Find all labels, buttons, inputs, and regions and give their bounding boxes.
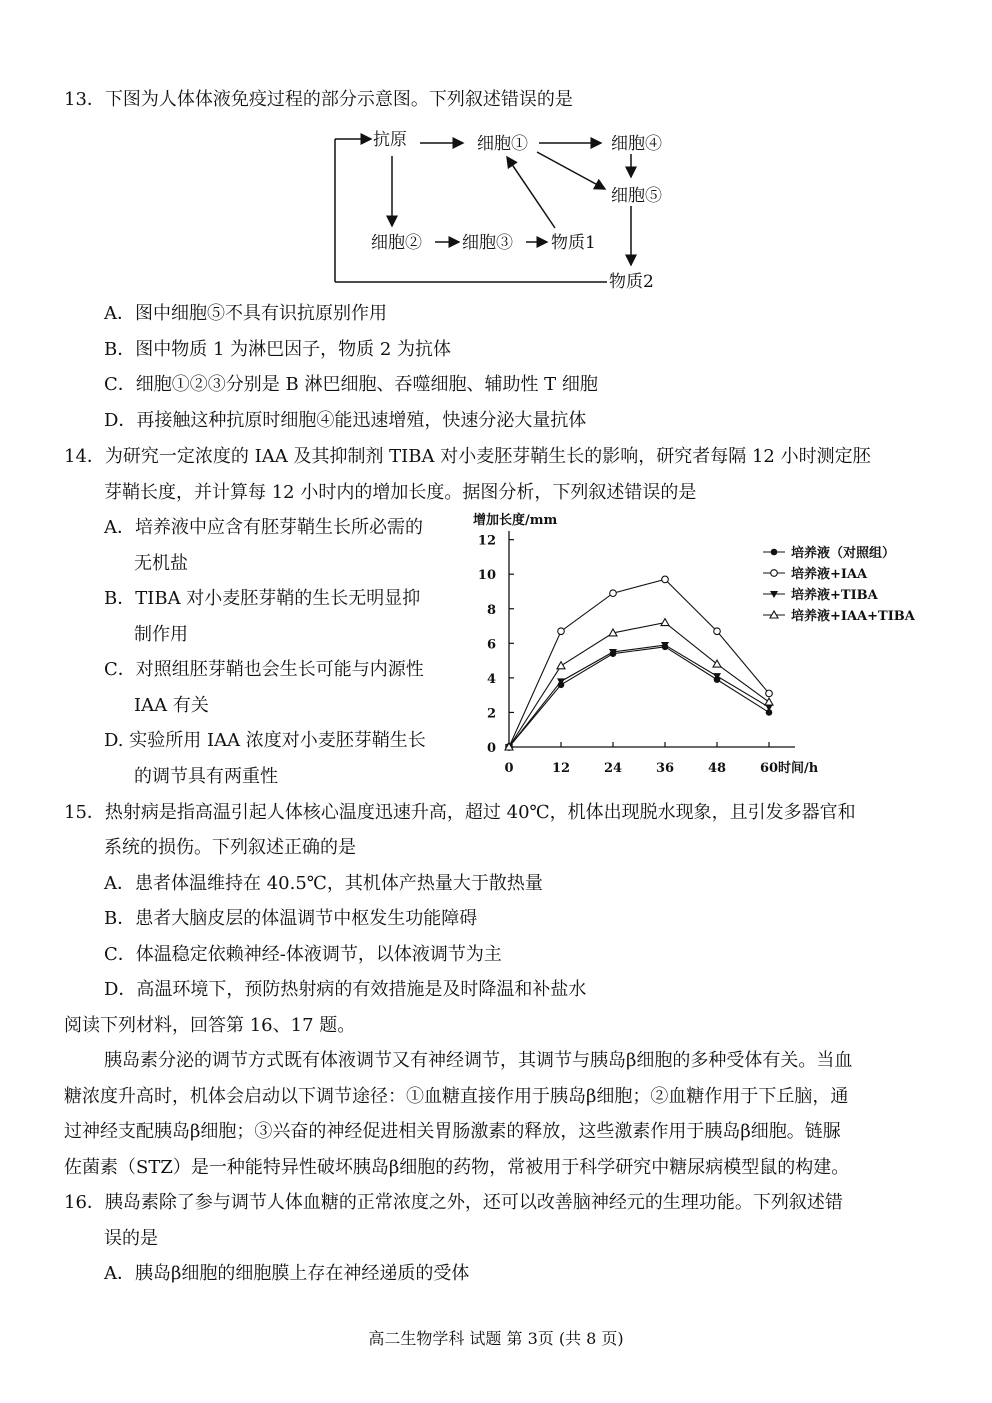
- q15-stem-line1: 15．热射病是指高温引起人体核心温度迅速升高，超过 40℃，机体出现脱水现象，且引发多器官和: [64, 802, 856, 823]
- q13-option-b: B．图中物质 1 为淋巴因子，物质 2 为抗体: [104, 339, 452, 360]
- legend-entry: [763, 566, 868, 582]
- node-antigen: 抗原: [373, 130, 407, 150]
- x-tick-label: 12: [551, 761, 571, 776]
- q15-option-a: A．患者体温维持在 40.5℃，其机体产热量大于散热量: [104, 873, 543, 894]
- immune-diagram: [325, 122, 685, 297]
- data-point: [766, 690, 773, 697]
- y-tick-label: 4: [486, 671, 496, 687]
- node-cell1: 细胞①: [477, 134, 528, 154]
- legend-label: 培养液+IAA: [791, 567, 868, 582]
- data-point: [558, 628, 565, 635]
- arrow-cell1-cell5: [537, 152, 605, 189]
- y-tick-label: 12: [477, 533, 496, 549]
- q13-option-a: A．图中细胞⑤不具有识抗原别作用: [104, 303, 387, 324]
- q14-option-d-line1: D. 实验所用 IAA 浓度对小麦胚芽鞘生长: [104, 730, 426, 751]
- arrow-substance1-cell1: [507, 157, 555, 228]
- legend-label: 培养液（对照组）: [791, 546, 896, 561]
- data-point: [662, 576, 669, 583]
- y-axis-label: 增加长度/mm: [473, 513, 558, 528]
- node-substance2: 物质2: [609, 272, 654, 292]
- q16-stem-line1: 16．胰岛素除了参与调节人体血糖的正常浓度之外，还可以改善脑神经元的生理功能。下列叙述错: [64, 1192, 843, 1213]
- legend-marker: [771, 570, 778, 577]
- material-line-4: 佐菌素（STZ）是一种能特异性破坏胰岛β细胞的药物，常被用于科学研究中糖尿病模型鼠的构建。: [64, 1157, 850, 1178]
- data-point: [661, 619, 669, 626]
- page-footer: 高二生物学科 试题 第 3页 (共 8 页): [368, 1329, 624, 1348]
- q14-option-b-line1: B．TIBA 对小麦胚芽鞘的生长无明显抑: [104, 588, 421, 609]
- x-axis-label: 时间/h: [778, 761, 819, 776]
- node-cell3: 细胞③: [462, 233, 513, 253]
- legend-entry: [763, 587, 879, 603]
- q14-option-a-line1: A．培养液中应含有胚芽鞘生长所必需的: [104, 517, 423, 538]
- q14-option-c-line1: C．对照组胚芽鞘也会生长可能与内源性: [104, 659, 424, 680]
- node-cell4: 细胞④: [611, 134, 662, 154]
- legend-marker: [771, 549, 778, 556]
- series-1: [506, 643, 773, 750]
- node-cell5: 细胞⑤: [611, 186, 662, 206]
- material-line-2: 糖浓度升高时，机体会启动以下调节途径：①血糖直接作用于胰岛β细胞；②血糖作用于下丘脑，通: [64, 1086, 849, 1107]
- material-intro: 阅读下列材料，回答第 16、17 题。: [64, 1015, 356, 1036]
- q15-option-c: C．体温稳定依赖神经-体液调节，以体液调节为主: [104, 944, 502, 965]
- data-point: [714, 628, 721, 635]
- data-point: [557, 662, 565, 669]
- q14-option-d-line2: 的调节具有两重性: [134, 766, 278, 787]
- legend-entry: [763, 545, 895, 561]
- q13-stem: 13．下图为人体体液免疫过程的部分示意图。下列叙述错误的是: [64, 89, 573, 110]
- series-2: [506, 576, 773, 750]
- series-3: [505, 642, 773, 751]
- q15-stem-line2: 系统的损伤。下列叙述正确的是: [104, 837, 356, 858]
- y-tick-label: 0: [486, 741, 496, 756]
- material-line-3: 过神经支配胰岛β细胞；③兴奋的神经促进相关胃肠激素的释放，这些激素作用于胰岛β细胞。链脲: [64, 1121, 841, 1142]
- growth-chart: [465, 505, 935, 785]
- legend-label: 培养液+TIBA: [791, 588, 878, 603]
- legend-label: 培养液+IAA+TIBA: [791, 609, 915, 624]
- series-line: [509, 579, 769, 747]
- q16-option-a: A．胰岛β细胞的细胞膜上存在神经递质的受体: [104, 1263, 470, 1284]
- q14-option-a-line2: 无机盐: [134, 553, 188, 574]
- q15-option-d: D．高温环境下，预防热射病的有效措施是及时降温和补盐水: [104, 979, 587, 1000]
- x-tick-label: 0: [504, 761, 514, 776]
- material-line-1: 胰岛素分泌的调节方式既有体液调节又有神经调节，其调节与胰岛β细胞的多种受体有关。当血: [104, 1050, 853, 1071]
- legend-entry: [763, 608, 916, 624]
- series-line: [509, 623, 769, 747]
- data-point: [610, 590, 617, 597]
- q13-option-c: C．细胞①②③分别是 B 淋巴细胞、吞噬细胞、辅助性 T 细胞: [104, 374, 598, 395]
- y-tick-label: 6: [486, 637, 496, 653]
- x-tick-label: 48: [707, 761, 727, 776]
- q14-option-c-line2: IAA 有关: [134, 695, 209, 716]
- x-tick-label: 36: [655, 761, 675, 776]
- y-tick-label: 2: [486, 706, 496, 722]
- node-cell2: 细胞②: [371, 233, 422, 253]
- q14-option-b-line2: 制作用: [134, 624, 188, 645]
- data-point: [713, 660, 721, 667]
- y-tick-label: 10: [477, 568, 496, 584]
- data-point: [765, 698, 773, 705]
- q14-stem-line1: 14．为研究一定浓度的 IAA 及其抑制剂 TIBA 对小麦胚芽鞘生长的影响，研究者每隔 12 小时测定胚: [64, 446, 871, 467]
- series-4: [505, 619, 773, 750]
- x-tick-label: 24: [603, 761, 623, 776]
- q16-stem-line2: 误的是: [104, 1228, 158, 1249]
- y-tick-label: 8: [486, 602, 496, 618]
- q13-option-d: D．再接触这种抗原时细胞④能迅速增殖，快速分泌大量抗体: [104, 410, 587, 431]
- q15-option-b: B．患者大脑皮层的体温调节中枢发生功能障碍: [104, 908, 478, 929]
- node-substance1: 物质1: [551, 233, 596, 253]
- x-tick-label: 60: [759, 761, 779, 776]
- q14-stem-line2: 芽鞘长度，并计算每 12 小时内的增加长度。据图分析，下列叙述错误的是: [104, 482, 697, 503]
